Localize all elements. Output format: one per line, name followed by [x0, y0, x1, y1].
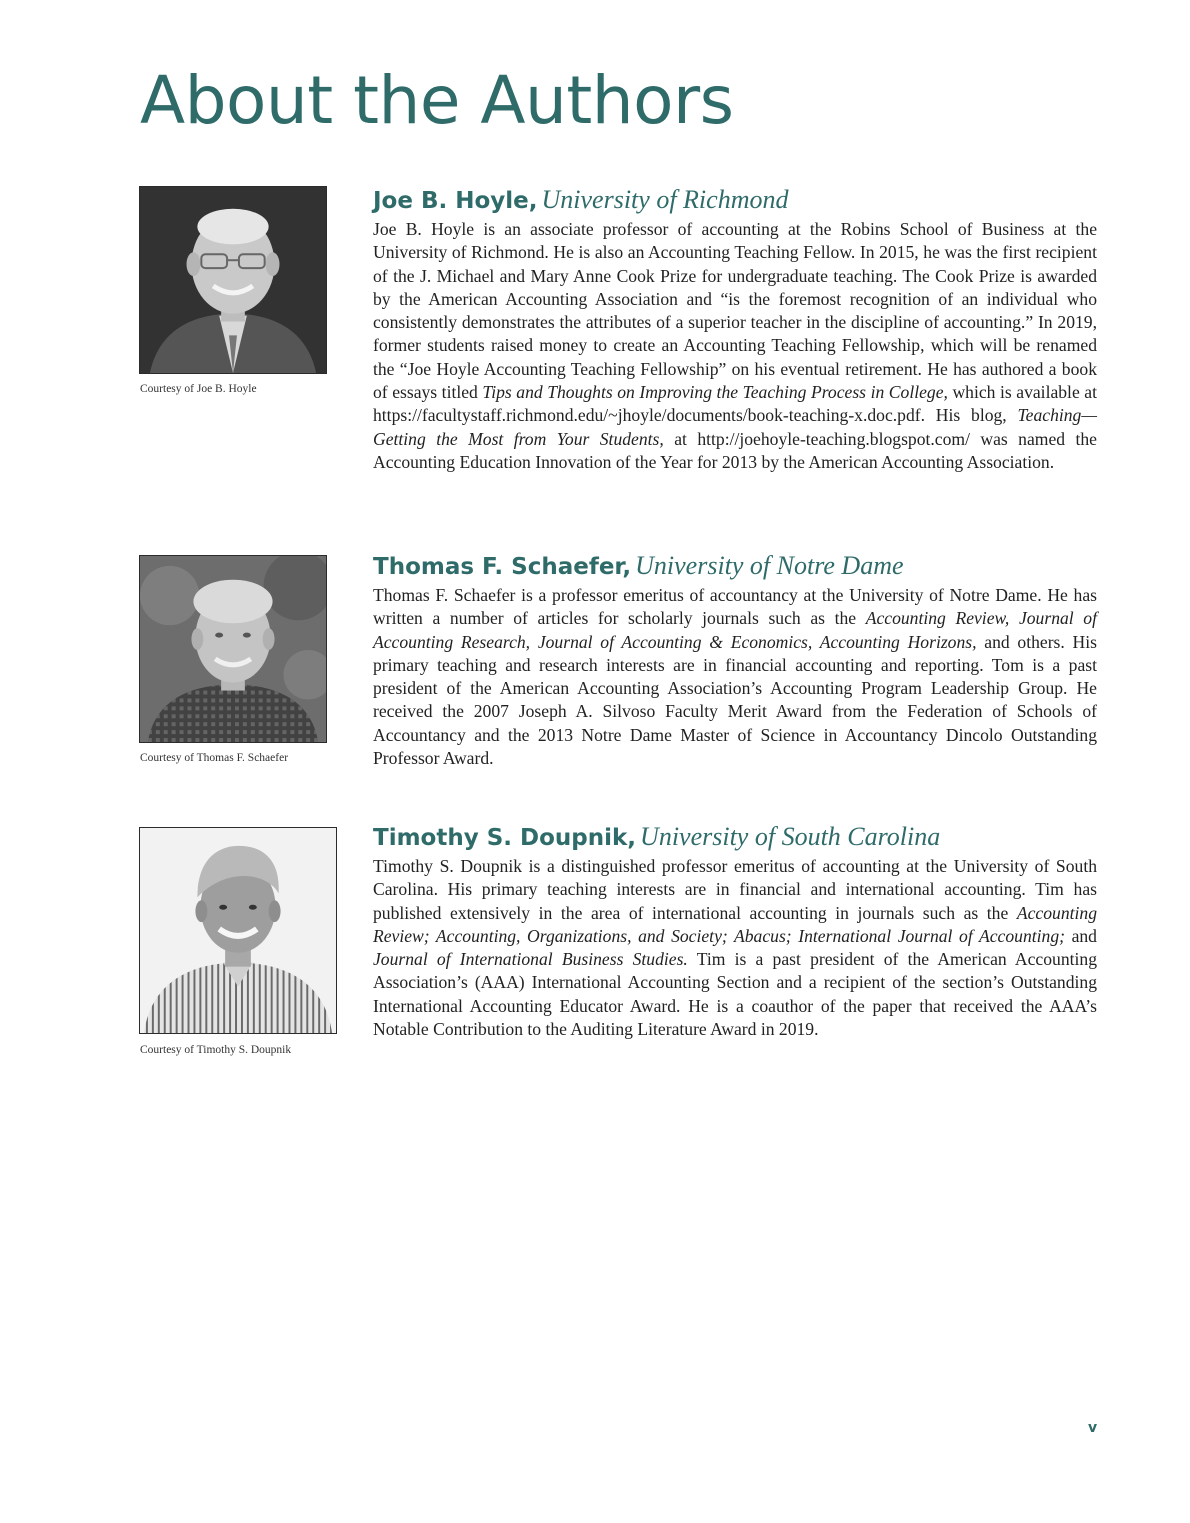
- author-name: Thomas F. Schaefer,: [373, 554, 632, 580]
- bio-italic-run: Tips and Thoughts on Improving the Teaching Process in College,: [482, 382, 948, 403]
- photo-credit-doupnik: Courtesy of Timothy S. Doupnik: [140, 1044, 292, 1056]
- photo-credit-hoyle: Courtesy of Joe B. Hoyle: [140, 383, 257, 395]
- bio-text-run: Thomas F. Schaefer is a professor emeritus of accountancy at the University of Notre Dame. He has written a number of articles for scholarly journals such as the: [373, 585, 1097, 629]
- bio-text-run: and: [1064, 925, 1097, 946]
- author-photo-doupnik: [139, 827, 337, 1034]
- author-affiliation: University of Richmond: [541, 185, 789, 214]
- photo-credit-schaefer: Courtesy of Thomas F. Schaefer: [140, 752, 289, 764]
- author-text-schaefer: [373, 552, 1097, 770]
- author-photo-hoyle: [139, 186, 327, 374]
- author-affiliation: University of South Carolina: [640, 822, 941, 851]
- author-name: Joe B. Hoyle,: [373, 188, 538, 214]
- page-number: v: [1088, 1420, 1098, 1436]
- bio-italic-run: Accounting Review; Accounting, Organizations, and Society; Abacus; International Journal of Accounting;: [373, 902, 1097, 946]
- author-text-hoyle: [373, 186, 1097, 474]
- bio-text-run: Tim is a past president of the American Accounting Association’s (AAA) International Accounting Section and a recipient of the section’s Outstanding International Accounting Educator Award. He is a coauthor of the paper that received the AAA’s Notable Contribution to the Auditing Literature Award in 2019.: [373, 949, 1097, 1040]
- bio-italic-run: Journal of International Business Studies.: [373, 949, 688, 970]
- author-bio: [373, 584, 1097, 770]
- bio-text-run: Timothy S. Doupnik is a distinguished professor emeritus of accounting at the University of South Carolina. His primary teaching interests are in financial and international accounting. Tim has published extensively in the area of international accounting in journals such as the: [373, 856, 1097, 923]
- author-affiliation: University of Notre Dame: [635, 551, 904, 580]
- author-bio: [373, 218, 1097, 474]
- author-heading: [373, 823, 1097, 855]
- bio-italic-run: Accounting Review, Journal of Accounting Research, Journal of Accounting & Economics, Accounting Horizons,: [373, 608, 1097, 652]
- bio-italic-run: Teaching—Getting the Most from Your Students,: [373, 405, 1097, 449]
- page-title: About the Authors: [140, 62, 734, 139]
- author-bio: [373, 855, 1097, 1041]
- author-name: Timothy S. Doupnik,: [373, 825, 637, 851]
- author-heading: [373, 186, 1097, 218]
- bio-text-run: which is available at https://facultystaff.richmond​.edu/~jhoyle/documents/book-teaching-x.doc.pdf. His blog,: [373, 382, 1097, 426]
- author-text-doupnik: [373, 823, 1097, 1041]
- bio-text-run: and others. His primary teaching and research interests are in financial accounting and reporting. Tom is a past president of the American Accounting Association’s Accounting Program Leadership Group. He received the 2007 Joseph A. Silvoso Faculty Merit Award from the Federation of Schools of Accountancy and the 2013 Notre Dame Master of Science in Accountancy Dincolo Outstanding Professor Award.: [373, 631, 1097, 769]
- bio-text-run: Joe B. Hoyle is an associate professor of accounting at the Robins School of Business at the University of Richmond. He is also an Accounting Teaching Fellow. In 2015, he was the first recipient of the J. Michael and Mary Anne Cook Prize for undergraduate teaching. The Cook Prize is awarded by the American Accounting Association and “is the foremost recognition of an individual who consistently demonstrates the attributes of a superior teacher in the discipline of accounting.” In 2019, former students raised money to create an Accounting Teaching Fellowship, which will be renamed the “Joe Hoyle Accounting Teaching Fellowship” on his eventual retirement. He has authored a book of essays titled: [373, 219, 1097, 403]
- author-heading: [373, 552, 1097, 584]
- bio-text-run: at http://joehoyle-teaching.blogspot.com/ was named the Accounting Education Innovation of the Year for 2013 by the American Accounting Association.: [373, 428, 1097, 472]
- author-photo-schaefer: [139, 555, 327, 743]
